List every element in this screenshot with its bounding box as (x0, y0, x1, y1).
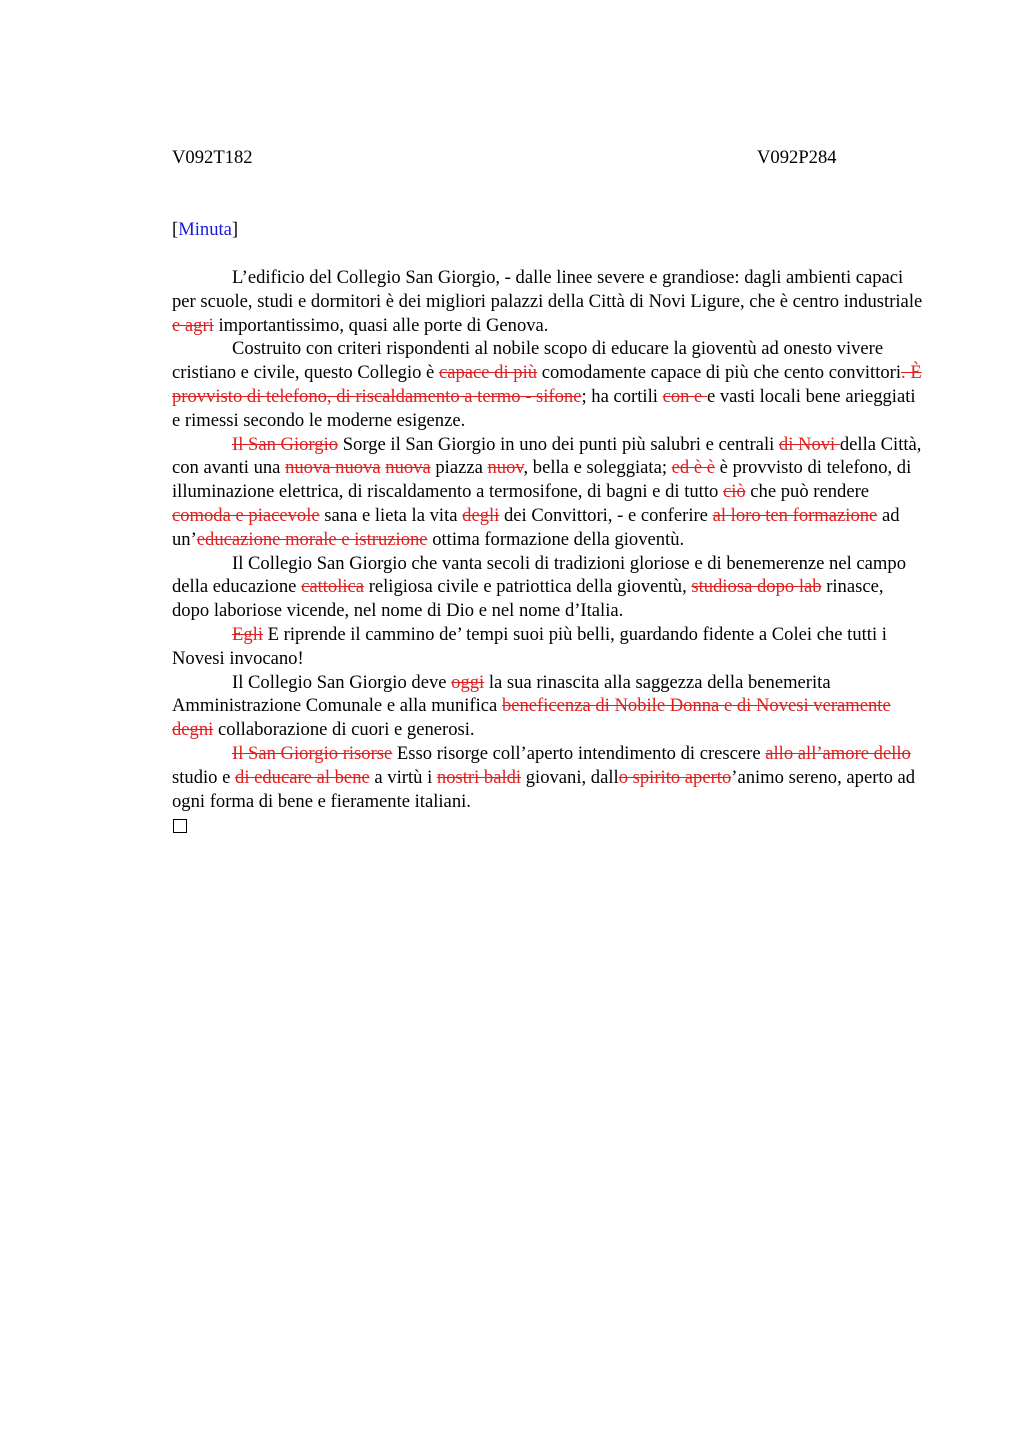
deleted-text: oggi (451, 671, 485, 693)
deleted-text: di Novi (778, 433, 840, 455)
text-segment: la sua rinascita alla saggezza della benemerita Amministrazione Comunale e alla munifica (172, 671, 831, 717)
paragraph (172, 742, 924, 813)
text-segment: importantissimo, quasi alle porte di Genova. (213, 314, 549, 336)
deleted-text: . È provvisto di telefono, di riscaldamento a termo - sifone (172, 362, 922, 407)
text-segment: ottima formazione della gioventù. (427, 528, 685, 550)
deleted-text: educazione morale e istruzione (196, 528, 428, 550)
text-segment: E riprende il cammino de’ tempi suoi più belli, guardando fidente a Colei che tutti i Novesi invocano! (172, 623, 887, 669)
deleted-text: Il San Giorgio (232, 433, 339, 455)
deleted-text: di educare al bene (235, 766, 370, 788)
text-segment: è provvisto di telefono, di illuminazione elettrica, di riscaldamento a termosifone, di bagni e di tutto (172, 457, 912, 503)
text-segment: Il Collegio San Giorgio che vanta secoli di tradizioni gloriose e di benemerenze nel campo della educazione (172, 552, 906, 598)
paragraph (172, 671, 924, 742)
deleted-text: cattolica (301, 576, 365, 598)
deleted-text: e agri (172, 314, 214, 336)
deleted-text: capace di più (438, 362, 538, 384)
deleted-text: nuova nuova (285, 457, 381, 479)
paragraph-list (172, 266, 924, 813)
text-segment: piazza (430, 457, 488, 479)
deleted-text: nostri baldi (436, 766, 522, 788)
paragraph (172, 433, 924, 552)
text-segment: che può rendere (745, 481, 870, 503)
minuta-link[interactable]: Minuta (178, 219, 232, 240)
text-segment: Sorge il San Giorgio in uno dei punti più salubri e centrali (338, 433, 779, 455)
deleted-text: al loro ten formazione (712, 504, 878, 526)
deleted-text: studiosa dopo lab (691, 576, 822, 598)
deleted-text: nuova (385, 457, 431, 479)
deleted-text: con e (662, 385, 707, 407)
text-segment: ; ha cortili (581, 385, 663, 407)
deleted-text: degli (462, 504, 500, 526)
text-segment: Il Collegio San Giorgio deve (232, 671, 452, 693)
text-segment: sana e lieta la vita (319, 504, 463, 526)
deleted-text: Egli (232, 623, 263, 645)
end-of-text-box-icon (173, 819, 187, 833)
document-code-left: V092T182 (172, 147, 253, 168)
text-segment: , bella e soleggiata; (523, 457, 672, 479)
text-segment: ad un’ (172, 504, 900, 550)
text-segment: della Città, con avanti una (172, 433, 922, 479)
text-segment: religiosa civile e patriottica della gioventù, (364, 576, 692, 598)
deleted-text: ciò (722, 481, 746, 503)
deleted-text: ed è è (671, 457, 716, 479)
deleted-text: beneficenza di Nobile Donna e di Novesi veramente degni (172, 695, 891, 741)
text-segment: rinasce, dopo laboriose vicende, nel nome di Dio e nel nome d’Italia. (172, 576, 884, 622)
document-code-right: V092P284 (757, 147, 837, 168)
deleted-text: comoda e piacevole (172, 504, 320, 526)
text-segment: ’animo sereno, aperto ad ogni forma di bene e fieramente italiani. (172, 766, 916, 812)
document-body (172, 266, 924, 833)
text-segment: collaborazione di cuori e generosi. (213, 719, 475, 741)
deleted-text: o spirito aperto (618, 766, 732, 788)
paragraph (172, 337, 924, 432)
text-segment: L’edificio del Collegio San Giorgio, - dalle linee severe e grandiose: dagli ambienti capaci per scuole, studi e dormitori è dei migliori palazzi della Città di Novi Ligure, che è centro industriale (172, 267, 923, 312)
deleted-text: Il San Giorgio risorse (232, 742, 393, 764)
text-segment: giovani, dall (521, 766, 619, 788)
text-segment: dei Convittori, - e conferire (499, 504, 713, 526)
deleted-text: allo all’amore dello (765, 742, 911, 764)
text-segment: e vasti locali bene arieggiati e rimessi secondo le moderne esigenze. (172, 385, 916, 431)
deleted-text: nuov (487, 457, 524, 479)
text-segment: comodamente capace di più che cento convittori (537, 362, 902, 384)
section-heading (172, 218, 238, 242)
text-segment: Esso risorge coll’aperto intendimento di crescere (392, 742, 766, 764)
text-segment: a virtù i (369, 766, 437, 788)
text-segment: Costruito con criteri rispondenti al nobile scopo di educare la gioventù ad onesto vivere cristiano e civile, questo Collegio è (172, 338, 884, 384)
paragraph (172, 623, 924, 671)
heading-bracket-open: [ (172, 219, 179, 240)
paragraph (172, 552, 924, 623)
paragraph (172, 266, 924, 337)
text-segment: studio e (172, 766, 236, 788)
heading-bracket-close: ] (231, 219, 239, 240)
